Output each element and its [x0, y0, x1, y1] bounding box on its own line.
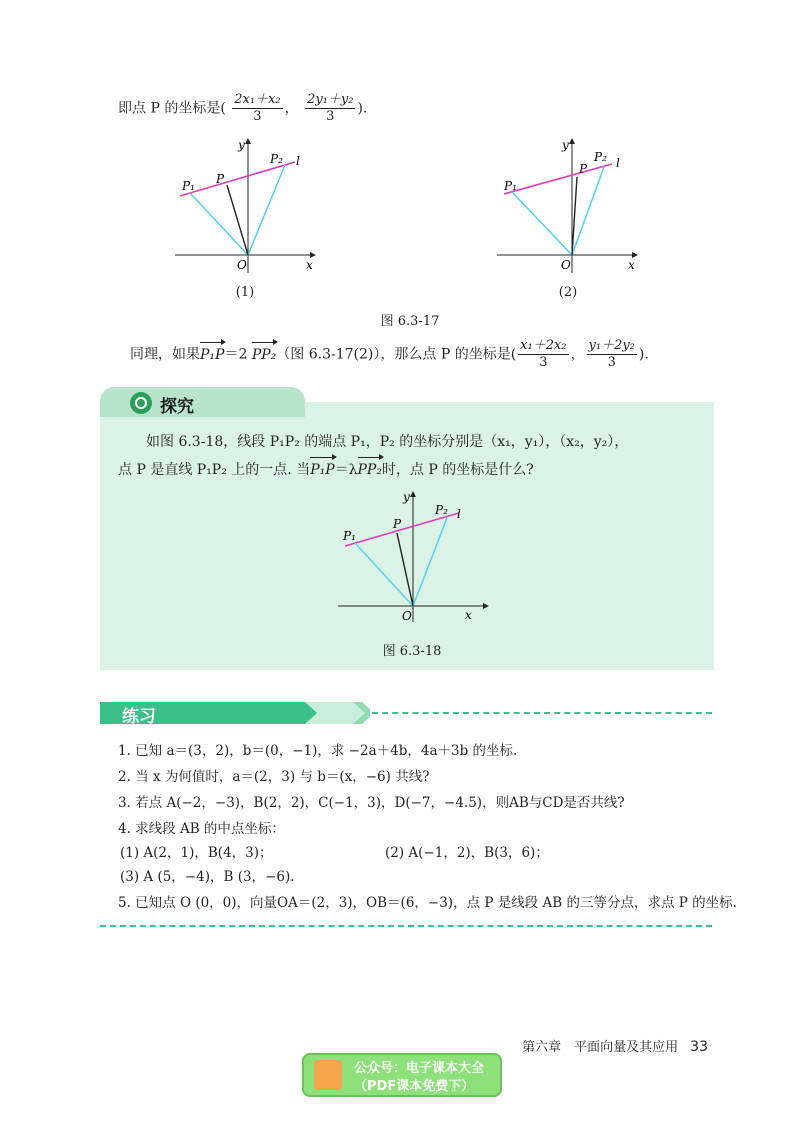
label-p: P	[393, 517, 402, 531]
book-icon	[314, 1060, 342, 1090]
text: ＝2	[224, 346, 248, 363]
explore-line-1: 如图 6.3-18，线段 P₁P₂ 的端点 P₁，P₂ 的坐标分别是（x₁，y₁），（x₂，y₂），	[146, 434, 629, 450]
label-x: x	[465, 608, 472, 622]
label-p2: P₂	[270, 152, 283, 166]
label-x: x	[628, 258, 635, 272]
intro-prefix: 即点 P 的坐标是(	[118, 100, 226, 117]
text: 时，点 P 的坐标是什么?	[381, 462, 534, 478]
label-o: O	[402, 609, 412, 623]
exercise-3: 3. 若点 A(−2，−3)，B(2，2)，C(−1，3)，D(−7，−4.5)，则AB与CD是否共线?	[118, 795, 625, 811]
intro-line	[118, 92, 367, 125]
label-p: P	[216, 172, 225, 186]
sep: ，	[284, 100, 299, 117]
figure-18-caption: 图 6.3-18	[382, 644, 442, 659]
text: ).	[638, 346, 649, 363]
figure-18	[335, 488, 495, 626]
label-p1: P₁	[343, 529, 356, 543]
frac-x	[518, 338, 568, 371]
frac-x	[232, 92, 282, 125]
watermark-stamp	[302, 1053, 502, 1097]
chapter-title: 第六章 平面向量及其应用	[522, 1040, 679, 1055]
sep: ，	[570, 346, 585, 363]
stamp-line-1: 公众号：电子课本大全	[354, 1061, 485, 1076]
label-x: x	[306, 258, 313, 272]
exercise-2: 2. 当 x 为何值时，a＝(2，3) 与 b＝(x，−6) 共线?	[118, 769, 430, 785]
exercise-4: 4. 求线段 AB 的中点坐标：	[118, 821, 285, 837]
frac-num: 2y₁＋y₂	[307, 92, 354, 107]
sub-caption-2: (2)	[558, 285, 578, 300]
exercise-4-3: (3) A (5，−4)，B (3，−6).	[120, 869, 295, 885]
exercise-5: 5. 已知点 O (0，0)，向量OA＝(2，3)，OB＝(6，−3)，点 P 是线段 AB 的三等分点，求点 P 的坐标.	[118, 895, 737, 911]
vector-p1p: P₁P	[200, 343, 224, 367]
frac-num: y₁＋2y₂	[588, 338, 635, 353]
practice-title: 练习	[122, 707, 156, 727]
vector-pp2: PP₂	[358, 458, 382, 482]
text: 点 P 是直线 P₁P₂ 上的一点. 当	[118, 462, 311, 478]
frac-den: 3	[607, 355, 616, 370]
stamp-line-2: （PDF课本免费下）	[354, 1079, 475, 1094]
figure-17-caption: 图 6.3-17	[380, 314, 440, 329]
explore-title: 探究	[160, 397, 194, 417]
explore-icon	[130, 392, 152, 414]
frac-den: 3	[326, 109, 335, 124]
similarly-line	[130, 338, 649, 371]
label-l: l	[616, 156, 620, 170]
page-footer	[522, 1036, 708, 1055]
text: （图 6.3-17(2)），那么点 P 的坐标是(	[276, 346, 517, 363]
vector-pp2: PP₂	[252, 343, 276, 367]
figure-17-2	[492, 135, 642, 275]
practice-bar-tail	[305, 702, 375, 724]
label-y: y	[562, 138, 569, 152]
exercise-4-1: (1) A(2，1)，B(4，3)；	[120, 845, 273, 861]
sub-caption-1: (1)	[235, 285, 255, 300]
intro-suffix: ).	[357, 100, 368, 117]
label-y: y	[403, 490, 410, 504]
label-l: l	[457, 507, 461, 521]
divider-bottom	[100, 925, 712, 927]
label-p1: P₁	[504, 179, 517, 193]
exercise-4-2: (2) A(−1，2)，B(3，6)；	[385, 845, 549, 861]
divider-top	[372, 712, 712, 714]
explore-line-2	[118, 458, 534, 482]
page-number: 33	[690, 1039, 708, 1055]
label-o: O	[237, 258, 247, 272]
label-p2: P₂	[594, 150, 607, 164]
frac-y	[587, 338, 637, 371]
label-y: y	[238, 138, 245, 152]
label-p1: P₁	[182, 179, 195, 193]
label-l: l	[296, 154, 300, 168]
label-p2: P₂	[435, 503, 448, 517]
text: 同理，如果	[130, 346, 200, 363]
frac-den: 3	[539, 355, 548, 370]
vector-p1p: P₁P	[310, 458, 334, 482]
frac-den: 3	[253, 109, 262, 124]
label-o: O	[561, 258, 571, 272]
frac-num: x₁＋2x₂	[520, 338, 567, 353]
frac-num: 2x₁＋x₂	[234, 92, 281, 107]
text: ＝λ	[334, 462, 358, 478]
figure-17-1	[170, 135, 320, 275]
exercise-1: 1. 已知 a＝(3，2)，b＝(0，−1)，求 −2a＋4b，4a＋3b 的坐标.	[118, 743, 518, 759]
label-p: P	[579, 162, 588, 176]
frac-y	[305, 92, 355, 125]
